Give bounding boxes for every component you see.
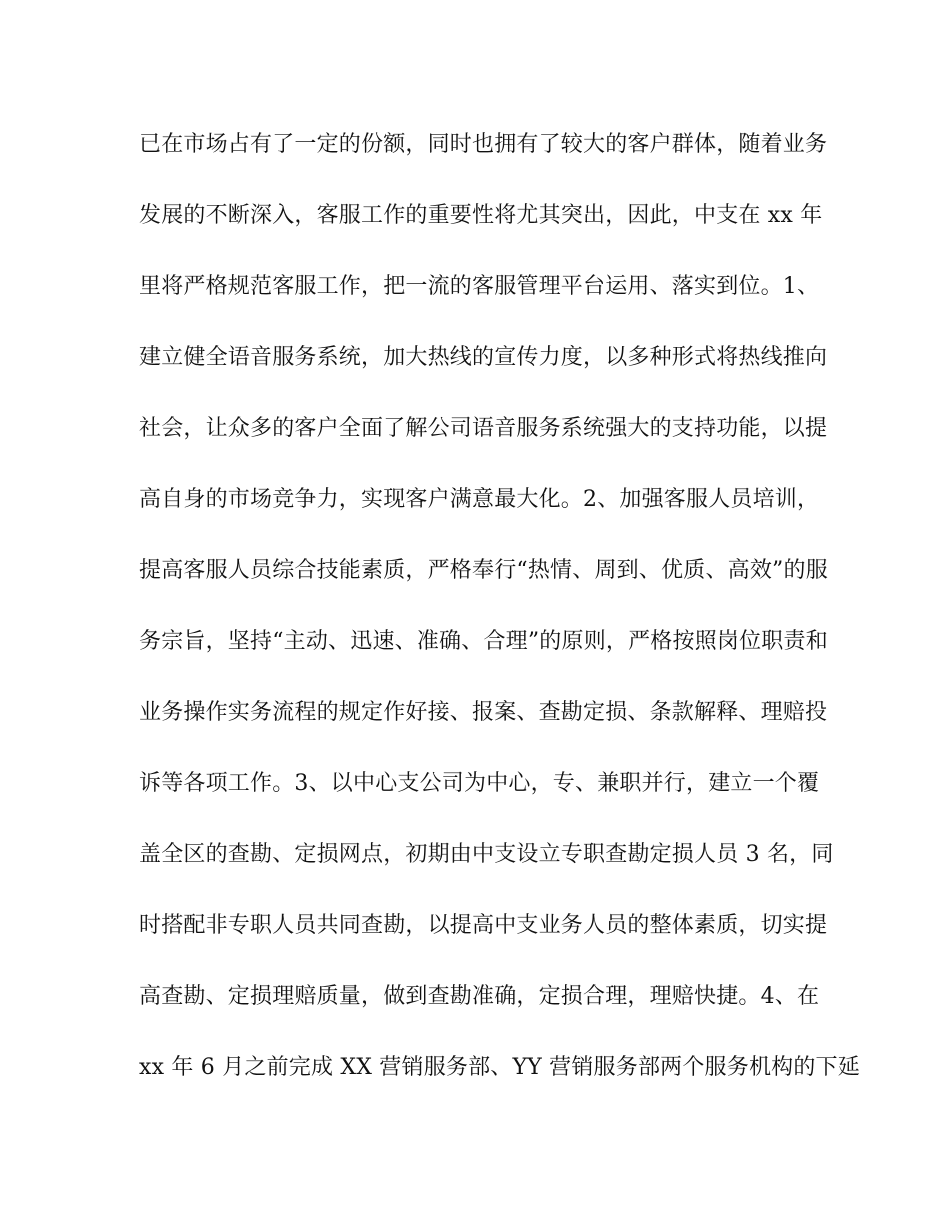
text-line: 发展的不断深入，客服工作的重要性将尤其突出，因此，中支在 xx 年 <box>139 203 823 228</box>
text-line: 时搭配非专职人员共同查勘，以提高中支业务人员的整体素质，切实提 <box>139 913 828 938</box>
text-line: 提高客服人员综合技能素质，严格奉行“热情、周到、优质、高效”的服 <box>139 558 828 583</box>
text-line: 盖全区的查勘、定损网点，初期由中支设立专职查勘定损人员 3 名，同 <box>139 842 834 867</box>
text-line: 已在市场占有了一定的份额，同时也拥有了较大的客户群体，随着业务 <box>139 132 828 157</box>
text-line: 社会，让众多的客户全面了解公司语音服务系统强大的支持功能，以提 <box>139 416 828 441</box>
text-line: xx 年 6 月之前完成 XX 营销服务部、YY 营销服务部两个服务机构的下延 <box>139 1055 860 1080</box>
body-text <box>139 121 860 1115</box>
text-line: 高自身的市场竞争力，实现客户满意最大化。2、加强客服人员培训， <box>139 487 820 512</box>
text-line: 业务操作实务流程的规定作好接、报案、查勘定损、条款解释、理赔投 <box>139 700 828 725</box>
text-line: 务宗旨，坚持“主动、迅速、准确、合理”的原则，严格按照岗位职责和 <box>139 629 828 654</box>
text-line: 里将严格规范客服工作，把一流的客服管理平台运用、落实到位。1、 <box>139 274 820 299</box>
text-line: 诉等各项工作。3、以中心支公司为中心，专、兼职并行，建立一个覆 <box>139 771 820 796</box>
text-line: 建立健全语音服务系统，加大热线的宣传力度，以多种形式将热线推向 <box>139 345 828 370</box>
text-line: 高查勘、定损理赔质量，做到查勘准确，定损合理，理赔快捷。4、在 <box>139 984 820 1009</box>
